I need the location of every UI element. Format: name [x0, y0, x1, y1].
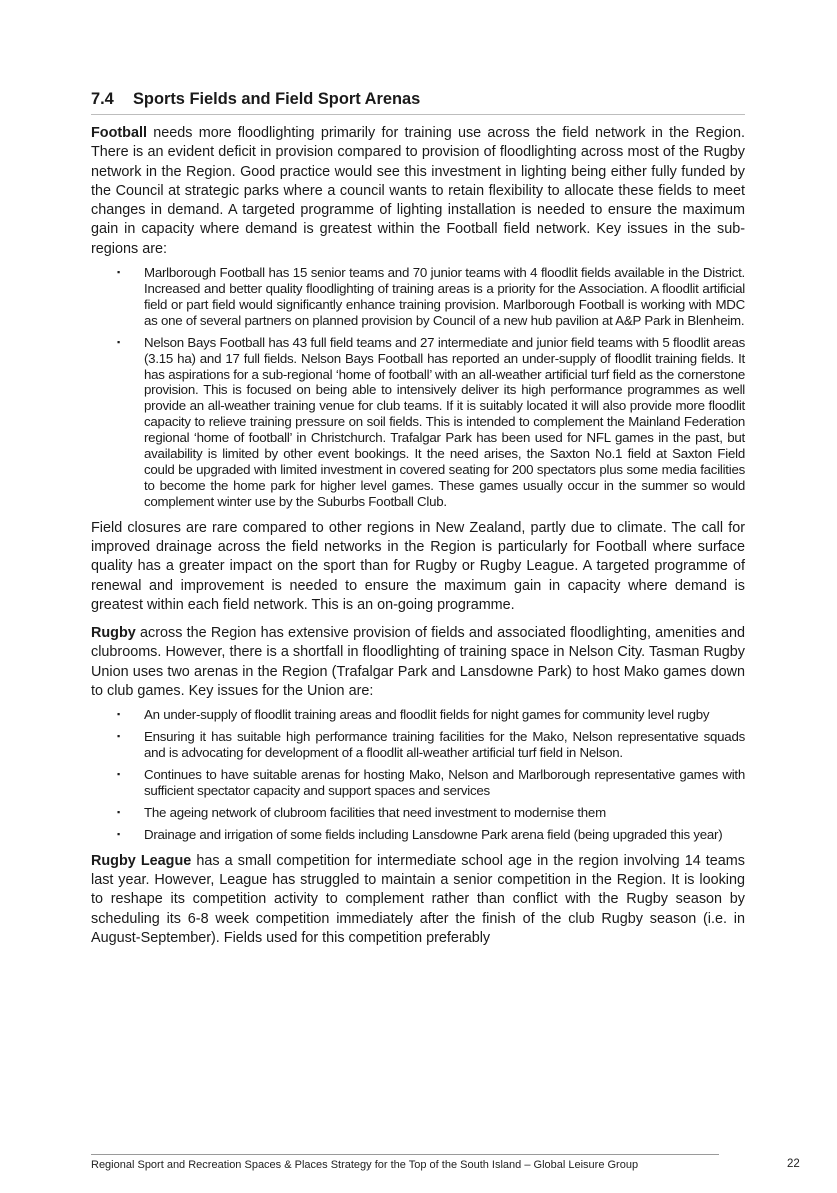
football-lead: Football [91, 125, 147, 141]
bullet-icon: ▪ [117, 709, 120, 720]
football-text: needs more floodlighting primarily for training use across the field network in the Region. There is an evident deficit in provision compared to provision of floodlighting across most of the Rugby network in the Region. Good practice would see this investment in lighting being either fully funded by the Council at strategic parks where a council wants to retain flexibility to allocate these fields to meet changes in demand. A targeted programme of lighting installation is needed to ensure the maximum gain in capacity where demand is greatest within the Football field network. Key issues in the sub-regions are: [91, 125, 745, 257]
list-item: ▪ Continues to have suitable arenas for hosting Mako, Nelson and Marlborough representative games with sufficient spectator capacity and support spaces and services [117, 767, 745, 798]
bullet-icon: ▪ [117, 828, 120, 839]
rugby-league-paragraph [91, 852, 745, 948]
section-title: Sports Fields and Field Sport Arenas [133, 90, 421, 108]
football-bullet-list [91, 265, 745, 510]
page-number: 22 [787, 1158, 800, 1170]
rugby-league-text: has a small competition for intermediate school age in the region involving 14 teams last year. However, League has struggled to maintain a senior competition in the Region. It is looking to reshape its competition activity to complement rather than conflict with the Rugby season by scheduling its 6-8 week competition immediately after the finish of the club Rugby season (i.e. in August-September). Fields used for this competition preferably [91, 852, 745, 946]
field-closures-paragraph: Field closures are rare compared to other regions in New Zealand, partly due to climate. The call for improved drainage across the field networks in the Region is particularly for Football where surface quality has a greater impact on the sport than for Rugby or Rugby League. A targeted programme of renewal and improvement is needed to ensure the maximum gain in capacity where demand is greatest within each field network. This is an on-going programme. [91, 519, 745, 613]
rugby-lead: Rugby [91, 625, 136, 642]
bullet-icon: ▪ [117, 806, 120, 817]
football-paragraph [91, 124, 745, 259]
list-item: ▪ Nelson Bays Football has 43 full field teams and 27 intermediate and junior field teams with 5 floodlit areas (3.15 ha) and 17 full fields. Nelson Bays Football has reported an under-supply of floodlit training fields. It has aspirations for a sub-regional ‘home of football’ with an all-weather artificial turf field as the cornerstone provision. This is focused on being able to intensively deliver its high performance programmes as well provide an all-weather training venue for club teams. If it is suitably located it will also provide more floodlit capacity to relieve training pressure on soil fields. This is intended to complement the Mainland Federation regional ‘home of football’ in Christchurch. Trafalgar Park has been used for NFL games in the past, but availability is limited by other event bookings. It the need arises, the Saxton No.1 field at Saxton Field could be upgraded with limited investment in covered seating for 200 spectators plus some media facilities to become the home park for higher level games. These games usually occur in the summer so would complement winter use by the Suburbs Football Club. [117, 334, 745, 509]
bullet-icon: ▪ [117, 267, 120, 278]
rugby-text: across the Region has extensive provision of fields and associated floodlighting, amenities and clubrooms. However, there is a shortfall in floodlighting of training space in Nelson City. Tasman Rugby Union uses two arenas in the Region (Trafalgar Park and Lansdowne Park) to host Mako games down to club games. Key issues for the Union are: [91, 625, 745, 700]
list-item: ▪ Ensuring it has suitable high performance training facilities for the Mako, Nelson representative squads and is advocating for development of a floodlit all-weather artificial turf field in Nelson. [117, 729, 745, 761]
section-heading [91, 90, 745, 115]
bullet-icon: ▪ [117, 336, 120, 347]
bullet-icon: ▪ [117, 731, 120, 742]
rugby-bullet-list [91, 707, 745, 842]
rugby-league-lead: Rugby League [91, 852, 192, 869]
section-number: 7.4 [91, 90, 114, 108]
list-item: ▪ The ageing network of clubroom facilities that need investment to modernise them [117, 804, 606, 820]
list-item: ▪ Drainage and irrigation of some fields including Lansdowne Park arena field (being upgraded this year) [117, 826, 723, 842]
bullet-icon: ▪ [117, 769, 120, 780]
page-footer: Regional Sport and Recreation Spaces & Places Strategy for the Top of the South Island – Global Leisure Group [91, 1154, 719, 1171]
list-item: ▪ An under-supply of floodlit training areas and floodlit fields for night games for community level rugby [117, 707, 710, 723]
document-page [91, 90, 745, 948]
list-item: ▪ Marlborough Football has 15 senior teams and 70 junior teams with 4 floodlit fields available in the District. Increased and better quality floodlighting of training areas is a priority for the Association. A floodlit artificial field or part field would significantly enhance training provision. Marlborough Football is working with MDC as one of several partners on planned provision by Council of a new hub pavilion at A&P Park in Blenheim. [117, 265, 745, 328]
rugby-paragraph [91, 624, 745, 701]
